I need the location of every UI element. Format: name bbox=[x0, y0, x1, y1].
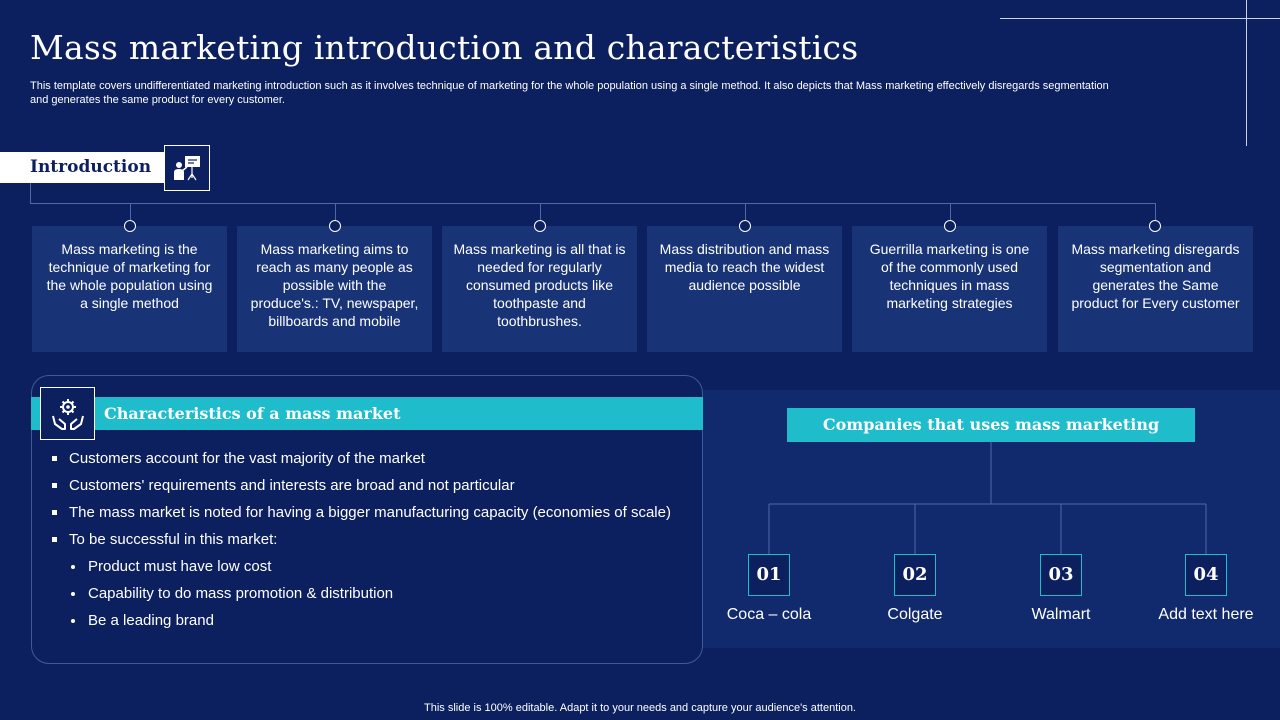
timeline-drop bbox=[130, 204, 131, 220]
company-name: Add text here bbox=[1158, 606, 1254, 623]
companies-title: Companies that uses mass marketing bbox=[787, 408, 1195, 442]
corner-decoration-horizontal bbox=[1000, 18, 1280, 19]
company-number: 02 bbox=[894, 554, 936, 596]
company-number: 01 bbox=[748, 554, 790, 596]
page-title: Mass marketing introduction and characteristics bbox=[30, 28, 859, 67]
timeline-dot bbox=[534, 220, 546, 232]
timeline-dot bbox=[944, 220, 956, 232]
presentation-icon bbox=[164, 145, 210, 191]
sub-list-item: Product must have low cost bbox=[50, 557, 690, 576]
characteristics-list bbox=[50, 449, 690, 638]
footer-note: This slide is 100% editable. Adapt it to your needs and capture your audience's attention. bbox=[424, 702, 856, 714]
timeline-dot bbox=[1149, 220, 1161, 232]
introduction-label: Introduction bbox=[0, 152, 164, 183]
timeline-dot bbox=[124, 220, 136, 232]
sub-list-item: Be a leading brand bbox=[50, 611, 690, 630]
intro-card: Mass marketing disregards segmentation and generates the Same product for Every customer bbox=[1058, 226, 1253, 352]
timeline-dot bbox=[739, 220, 751, 232]
intro-card: Mass marketing is the technique of marketing for the whole population using a single method bbox=[32, 226, 227, 352]
timeline-drop bbox=[335, 204, 336, 220]
company-name: Coca – cola bbox=[726, 606, 812, 623]
characteristics-title: Characteristics of a mass market bbox=[104, 404, 401, 423]
intro-card: Mass marketing is all that is needed for regularly consumed products like toothpaste and toothbrushes. bbox=[442, 226, 637, 352]
list-item: To be successful in this market: bbox=[50, 530, 690, 549]
timeline-drop bbox=[540, 204, 541, 220]
introduction-timeline bbox=[30, 203, 1156, 204]
list-item: Customers account for the vast majority of the market bbox=[50, 449, 690, 468]
timeline-drop bbox=[1155, 204, 1156, 220]
company-name: Colgate bbox=[887, 606, 943, 623]
hands-gear-icon bbox=[40, 387, 95, 440]
intro-card: Mass marketing aims to reach as many people as possible with the produce's.: TV, newspaper, billboards and mobile bbox=[237, 226, 432, 352]
intro-card: Guerrilla marketing is one of the commonly used techniques in mass marketing strategies bbox=[852, 226, 1047, 352]
list-item: Customers' requirements and interests are broad and not particular bbox=[50, 476, 690, 495]
company-number: 04 bbox=[1185, 554, 1227, 596]
timeline-drop bbox=[745, 204, 746, 220]
timeline-drop bbox=[950, 204, 951, 220]
company-number: 03 bbox=[1040, 554, 1082, 596]
timeline-dot bbox=[329, 220, 341, 232]
company-name: Walmart bbox=[1031, 606, 1091, 623]
list-item: The mass market is noted for having a bigger manufacturing capacity (economies of scale) bbox=[50, 503, 690, 522]
introduction-connector bbox=[30, 183, 31, 204]
intro-card: Mass distribution and mass media to reach the widest audience possible bbox=[647, 226, 842, 352]
page-subtitle: This template covers undifferentiated marketing introduction such as it involves technique of marketing for the whole population using a single method. It also depicts that Mass marketing effectively disregards segmentation and generates the same product for every customer. bbox=[30, 80, 1109, 106]
corner-decoration-vertical bbox=[1246, 0, 1247, 146]
sub-list-item: Capability to do mass promotion & distribution bbox=[50, 584, 690, 603]
